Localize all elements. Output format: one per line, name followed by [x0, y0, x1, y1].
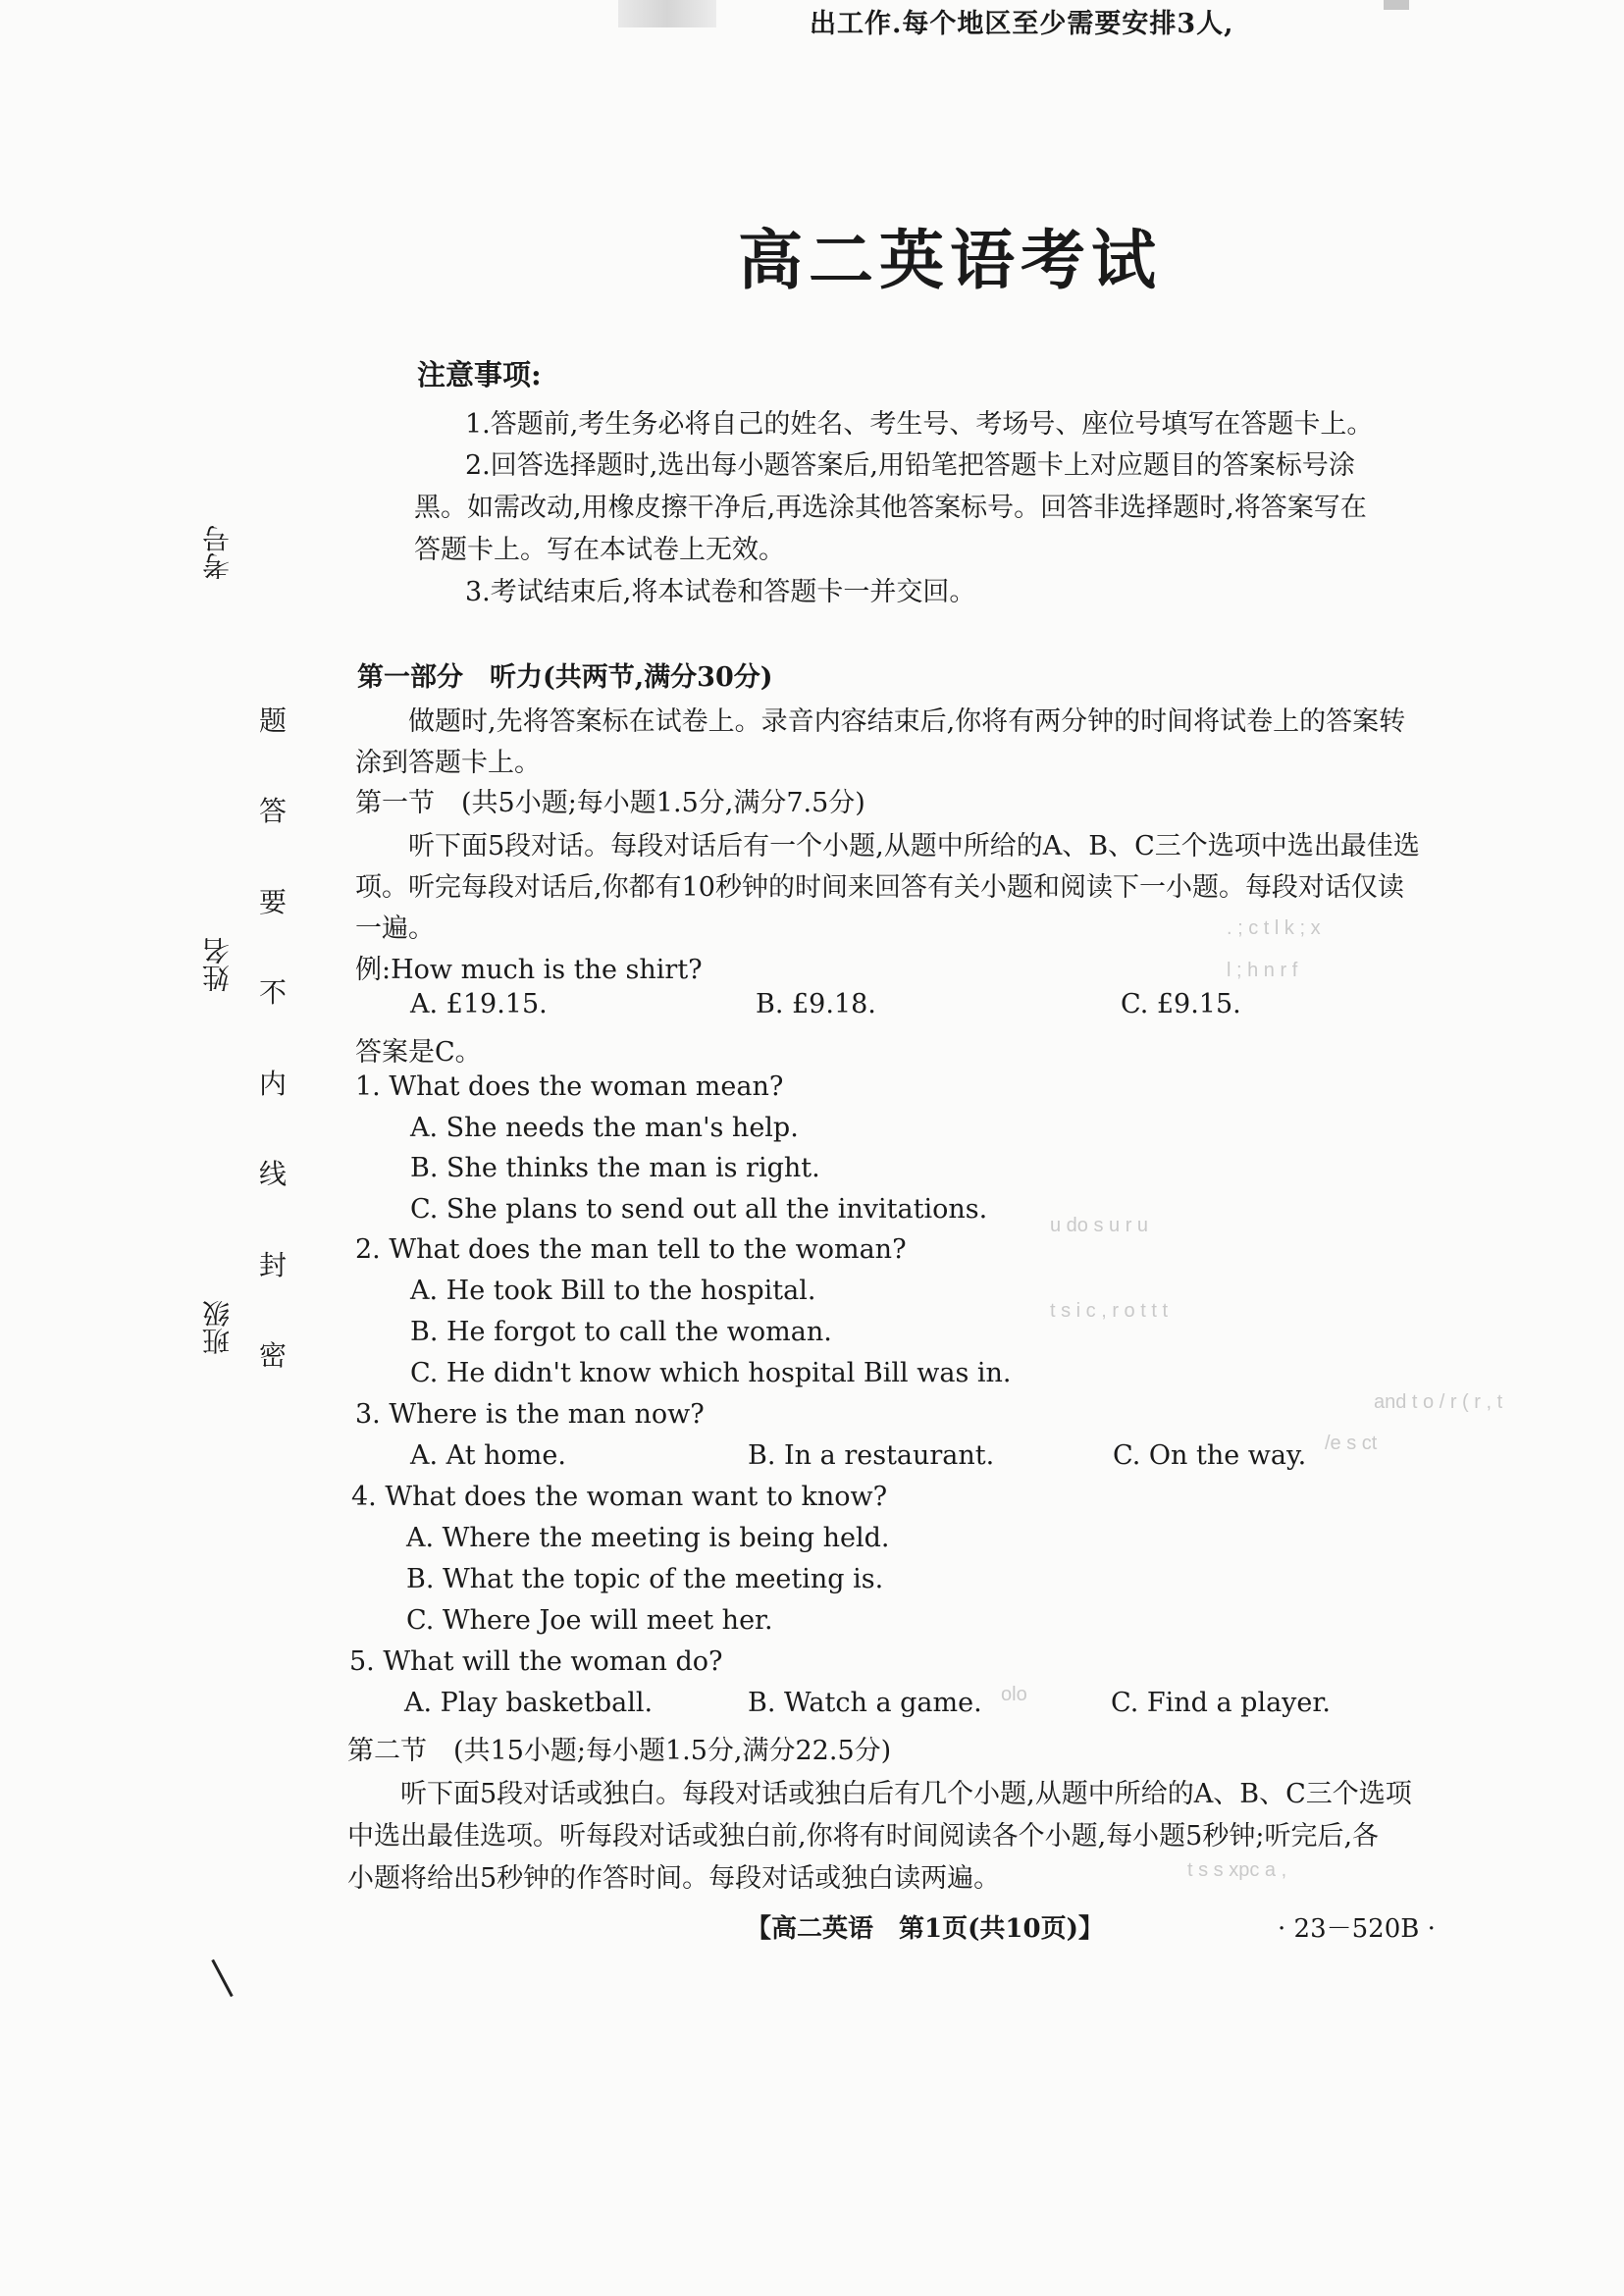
- notice-line: 2.回答选择题时,选出每小题答案后,用铅笔把答题卡上对应题目的答案标号涂: [465, 450, 1355, 481]
- question-option: B. In a restaurant.: [748, 1440, 995, 1471]
- question-option: C. Find a player.: [1111, 1688, 1331, 1718]
- question-option: B. Watch a game.: [748, 1688, 982, 1718]
- question-option: B. He forgot to call the woman.: [410, 1317, 832, 1347]
- section1-intro-line: 项。听完每段对话后,你都有10秒钟的时间来回答有关小题和阅读下一小题。每段对话仅读: [355, 872, 1404, 903]
- part1-intro-line: 做题时,先将答案标在试卷上。录音内容结束后,你将有两分钟的时间将试卷上的答案转: [408, 706, 1406, 737]
- example-question: 例:How much is the shirt?: [355, 955, 703, 985]
- question: 3. Where is the man now?: [355, 1399, 705, 1430]
- scan-smudge: [618, 0, 716, 27]
- bleed-through-noise: u do s u r u: [1050, 1215, 1149, 1236]
- example-option: A. £19.15.: [410, 989, 548, 1019]
- bleed-through-noise: and t o / r ( r , t: [1374, 1391, 1503, 1413]
- seal-char: 不: [259, 976, 288, 1009]
- example-option: B. £9.18.: [756, 989, 876, 1019]
- example-option: C. £9.15.: [1121, 989, 1241, 1019]
- notice-line: 1.答题前,考生务必将自己的姓名、考生号、考场号、座位号填写在答题卡上。: [465, 409, 1374, 440]
- section2-intro-line: 小题将给出5秒钟的作答时间。每段对话或独白读两遍。: [347, 1863, 1001, 1894]
- question: 5. What will the woman do?: [349, 1646, 723, 1677]
- section2-intro-line: 听下面5段对话或独白。每段对话或独白后有几个小题,从题中所给的A、B、C三个选项: [400, 1779, 1412, 1809]
- notice-heading: 注意事项:: [417, 358, 542, 391]
- question-option: A. Where the meeting is being held.: [406, 1523, 890, 1553]
- notice-line: 3.考试结束后,将本试卷和答题卡一并交回。: [465, 577, 976, 607]
- scan-smudge: [1384, 0, 1409, 10]
- question-option: A. He took Bill to the hospital.: [410, 1276, 816, 1306]
- question: 1. What does the woman mean?: [355, 1071, 784, 1102]
- bleed-through-noise: . ; c t l k ; x: [1227, 917, 1321, 939]
- question-option: C. He didn't know which hospital Bill was in.: [410, 1358, 1012, 1388]
- section1-intro-line: 一遍。: [355, 913, 435, 944]
- footer-page-info: 【高二英语 第1页(共10页)】: [746, 1914, 1104, 1944]
- part1-heading: 第一部分 听力(共两节,满分30分): [357, 662, 773, 693]
- bleed-through-noise: t s i c , r o t t t: [1050, 1300, 1169, 1322]
- question-option: A. She needs the man's help.: [410, 1113, 799, 1143]
- question-option: C. On the way.: [1113, 1440, 1307, 1471]
- footer-code: · 23－520B ·: [1278, 1914, 1436, 1944]
- side-label-name: 姓名: [201, 937, 234, 992]
- question-option: B. She thinks the man is right.: [410, 1153, 820, 1183]
- part1-intro-line: 涂到答题卡上。: [355, 748, 541, 778]
- question-option: B. What the topic of the meeting is.: [406, 1564, 884, 1594]
- seal-char: 密: [259, 1339, 288, 1372]
- seal-char: 答: [259, 795, 288, 827]
- section2-heading: 第二节 (共15小题;每小题1.5分,满分22.5分): [347, 1736, 892, 1766]
- seal-char: 封: [259, 1249, 288, 1281]
- bleed-through-noise: olo: [1001, 1684, 1027, 1705]
- bleed-through-noise: /e s ct: [1325, 1433, 1378, 1454]
- bleed-through-noise: l ; h n r f: [1227, 960, 1298, 981]
- section1-heading: 第一节 (共5小题;每小题1.5分,满分7.5分): [355, 788, 865, 818]
- seal-char: 要: [259, 886, 288, 918]
- section1-intro-line: 听下面5段对话。每段对话后有一个小题,从题中所给的A、B、C三个选项中选出最佳选: [408, 831, 1420, 861]
- seal-char: 线: [259, 1158, 288, 1190]
- question: 2. What does the man tell to the woman?: [355, 1234, 907, 1265]
- notice-line: 黑。如需改动,用橡皮擦干净后,再选涂其他答案标号。回答非选择题时,将答案写在: [414, 493, 1367, 523]
- question-option: A. Play basketball.: [404, 1688, 654, 1718]
- pen-stroke: [211, 1959, 233, 1997]
- question-option: C. She plans to send out all the invitations.: [410, 1194, 988, 1225]
- question-option: C. Where Joe will meet her.: [406, 1605, 773, 1636]
- seal-char: 内: [259, 1068, 288, 1100]
- notice-line: 答题卡上。写在本试卷上无效。: [414, 535, 785, 565]
- question: 4. What does the woman want to know?: [351, 1482, 888, 1512]
- bleed-through-noise: t s s xpc a ,: [1187, 1859, 1287, 1881]
- previous-page-fragment: 出工作.每个地区至少需要安排3人,: [810, 9, 1234, 39]
- question-option: A. At home.: [410, 1440, 566, 1471]
- side-label-class: 班级: [201, 1300, 234, 1355]
- seal-char: 题: [259, 704, 288, 737]
- section2-intro-line: 中选出最佳选项。听每段对话或独白前,你将有时间阅读各个小题,每小题5秒钟;听完后,各: [347, 1821, 1380, 1852]
- example-answer: 答案是C。: [355, 1037, 482, 1068]
- side-label-exam-no: 考号: [201, 525, 234, 580]
- exam-title: 高二英语考试: [738, 222, 1162, 298]
